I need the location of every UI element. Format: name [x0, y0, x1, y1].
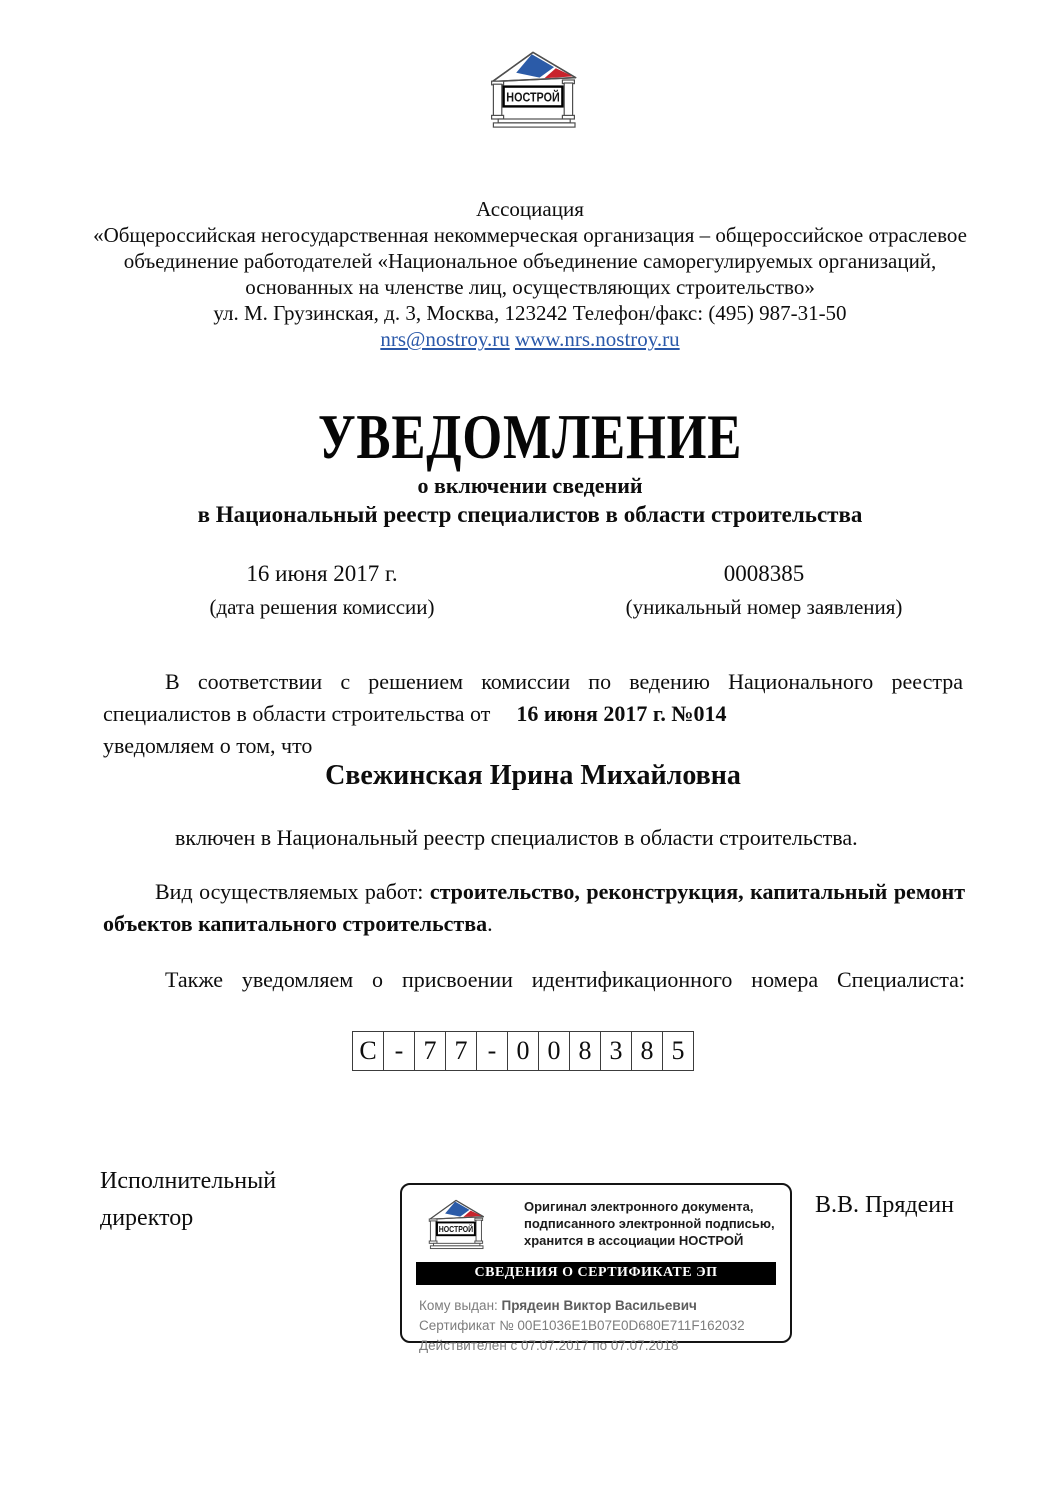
id-cell: 7 — [445, 1031, 477, 1071]
stamp-note — [524, 1195, 775, 1249]
works-period: . — [487, 911, 493, 936]
works-paragraph — [103, 876, 965, 940]
signer-position-line2: директор — [100, 1205, 194, 1231]
intro-line-3: уведомляем о том, что — [103, 733, 313, 758]
signer-position-line1: Исполнительный — [100, 1168, 277, 1194]
id-cell: 8 — [569, 1031, 601, 1071]
id-cell: - — [383, 1031, 415, 1071]
specialist-name: Свежинская Ирина Михайловна — [325, 760, 741, 791]
nostroy-logo-text: НОСТРОЙ — [506, 89, 560, 105]
specialist-id-table — [352, 1031, 694, 1071]
stamp-issued-line — [419, 1296, 790, 1316]
signer-position — [100, 1163, 276, 1237]
stamp-note-line3: хранится в ассоциации НОСТРОЙ — [524, 1233, 744, 1248]
signer-name: В.В. Прядеин — [815, 1192, 954, 1218]
doc-title: УВЕДОМЛЕНИЕ — [317, 401, 743, 472]
included-statement: включен в Национальный реестр специалистов в области строительства. — [175, 825, 858, 850]
decision-date-number: 16 июня 2017 г. №014 — [516, 701, 727, 726]
application-number-caption: (уникальный номер заявления) — [625, 595, 903, 619]
org-name-line1: «Общероссийская негосударственная некоммерческая организация – общероссийское отраслевое — [93, 223, 967, 247]
commission-date: 16 июня 2017 г. — [246, 561, 398, 586]
title-block — [0, 401, 1060, 528]
intro-paragraph — [103, 666, 963, 762]
org-association: Ассоциация — [476, 197, 584, 221]
signature-stamp — [400, 1183, 792, 1353]
intro-line-1: В соответствии с решением комиссии по ведению Национального реестра — [165, 669, 963, 694]
org-header — [50, 196, 1010, 352]
id-cell: 0 — [507, 1031, 539, 1071]
id-assignment-statement: Также уведомляем о присвоении идентификационного номера Специалиста: — [165, 967, 965, 992]
stamp-certificate-number: Сертификат № 00E1036E1B07E0D680E711F162032 — [419, 1318, 745, 1333]
application-number: 0008385 — [723, 561, 805, 586]
nostroy-logo — [476, 44, 584, 134]
stamp-certificate-details — [402, 1285, 790, 1356]
stamp-validity: Действителен с 07.07.2017 по 07.07.2018 — [419, 1338, 679, 1353]
works-label: Вид осуществляемых работ: — [155, 879, 430, 904]
org-address: ул. М. Грузинская, д. 3, Москва, 123242 Телефон/факс: (495) 987-31-50 — [213, 301, 847, 325]
intro-line-2: специалистов в области строительства от — [103, 701, 491, 726]
stamp-issued-name: Прядеин Виктор Васильевич — [501, 1298, 697, 1313]
id-cell: 5 — [662, 1031, 694, 1071]
id-cell: 0 — [538, 1031, 570, 1071]
id-cell: - — [476, 1031, 508, 1071]
doc-subtitle-2: в Национальный реестр специалистов в области строительства — [197, 502, 863, 527]
works-value: строительство, реконструкция, капитальный ремонт объектов капитального строительства — [103, 879, 965, 936]
nostroy-logo-image — [476, 44, 584, 134]
id-cell: С — [352, 1031, 384, 1071]
nostroy-stamp-logo-text: НОСТРОЙ — [438, 1224, 481, 1235]
id-cell: 8 — [631, 1031, 663, 1071]
org-name-line2: объединение работодателей «Национальное объединение саморегулируемых организаций, — [123, 249, 937, 273]
stamp-certificate-bar: СВЕДЕНИЯ О СЕРТИФИКАТЕ ЭП — [416, 1262, 776, 1285]
org-name-line3: основанных на членстве лиц, осуществляющих строительство» — [245, 275, 815, 299]
website-link[interactable]: www.nrs.nostroy.ru — [514, 327, 680, 351]
doc-subtitle-1: о включении сведений — [417, 473, 643, 498]
application-number-block — [544, 560, 984, 620]
commission-date-block — [102, 560, 542, 620]
stamp-note-line2: подписанного электронной подписью, — [524, 1216, 775, 1231]
id-cell: 3 — [600, 1031, 632, 1071]
stamp-note-line1: Оригинал электронного документа, — [524, 1199, 754, 1214]
commission-date-caption: (дата решения комиссии) — [209, 595, 435, 619]
email-link[interactable]: nrs@nostroy.ru — [380, 327, 510, 351]
id-cell: 7 — [414, 1031, 446, 1071]
stamp-issued-label: Кому выдан: — [419, 1298, 502, 1313]
nostroy-stamp-logo — [418, 1195, 490, 1253]
